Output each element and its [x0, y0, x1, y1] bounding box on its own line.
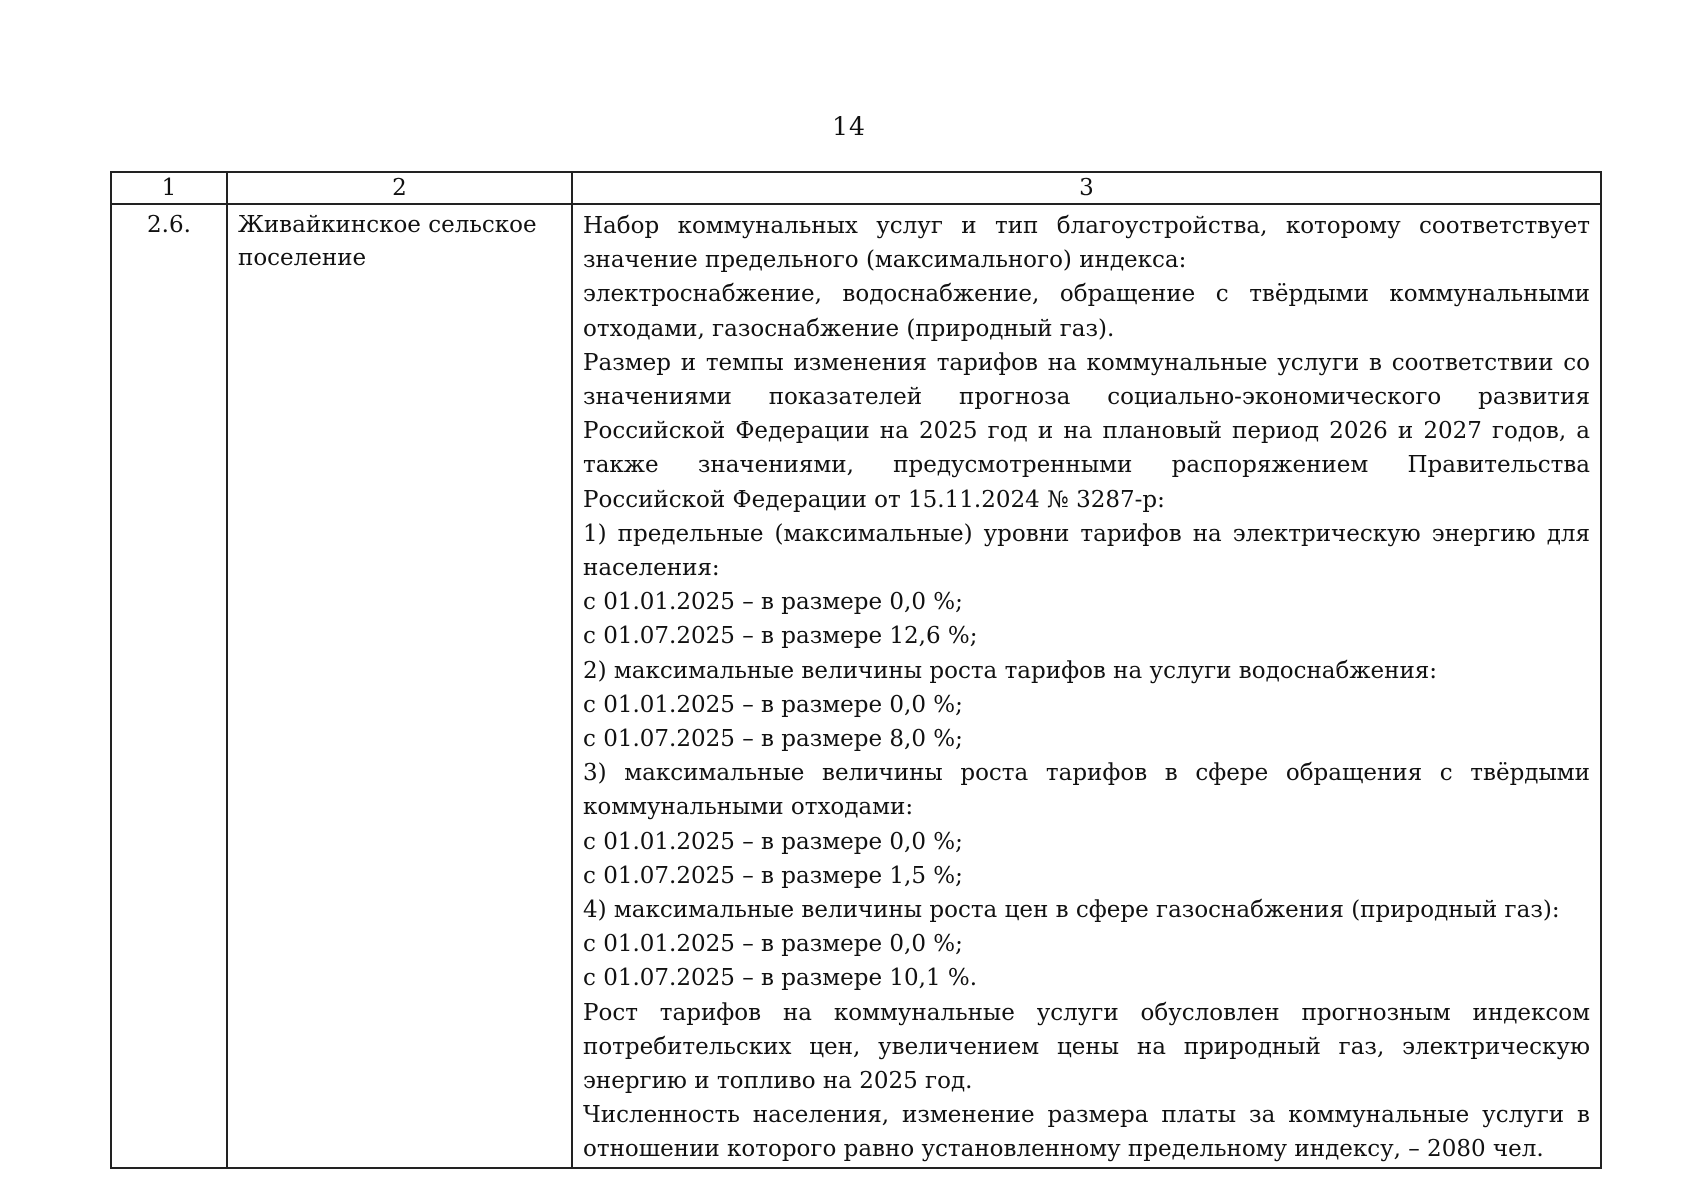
column-header-3: 3: [572, 172, 1601, 204]
paragraph-gas-jan: с 01.01.2025 – в размере 0,0 %;: [583, 931, 963, 958]
paragraph-water-jan: с 01.01.2025 – в размере 0,0 %;: [583, 691, 963, 718]
paragraph-utility-set: Набор коммунальных услуг и тип благоустройства, которому соответствует значение предельного (максимального) индекса:: [583, 213, 1590, 274]
column-header-2: 2: [227, 172, 572, 204]
paragraph-utility-list: электроснабжение, водоснабжение, обращение с твёрдыми коммунальными отходами, газоснабжение (природный газ).: [583, 281, 1590, 342]
paragraph-water: 2) максимальные величины роста тарифов на услуги водоснабжения:: [583, 657, 1438, 684]
table-header-row: [111, 172, 1601, 204]
paragraph-growth-reason: Рост тарифов на коммунальные услуги обусловлен прогнозным индексом потребительских цен, увеличением цены на природный газ, электрическую энергию и топливо на 2025 год.: [583, 999, 1590, 1095]
settlement-name: Живайкинское сельское поселение: [227, 204, 572, 1168]
paragraph-electricity: 1) предельные (максимальные) уровни тарифов на электрическую энергию для населения:: [583, 520, 1590, 582]
tariff-description: [572, 204, 1601, 1168]
paragraph-gas: 4) максимальные величины роста цен в сфере газоснабжения (природный газ):: [583, 897, 1560, 924]
paragraph-waste-jul: с 01.07.2025 – в размере 1,5 %;: [583, 862, 963, 889]
paragraph-population: Численность населения, изменение размера платы за коммунальные услуги в отношении которого равно установленному предельному индексу, – 2080 чел.: [583, 1102, 1590, 1163]
paragraph-tariff-basis: Размер и темпы изменения тарифов на коммунальные услуги в соответствии со значениями показателей прогноза социально-экономического развития Российской Федерации на 2025 год и на плановый период 2026 и 2027 годов, а также значениями, предусмотренными распоряжением Правительства Российской Федерации от 15.11.2024 № 3287-р:: [583, 349, 1590, 513]
paragraph-electricity-jan: с 01.01.2025 – в размере 0,0 %;: [583, 589, 963, 616]
paragraph-gas-jul: с 01.07.2025 – в размере 10,1 %.: [583, 965, 978, 992]
page-number: 14: [832, 112, 866, 141]
paragraph-electricity-jul: с 01.07.2025 – в размере 12,6 %;: [583, 623, 978, 650]
paragraph-waste-jan: с 01.01.2025 – в размере 0,0 %;: [583, 828, 963, 855]
tariff-table: [110, 171, 1602, 1169]
table-row: [111, 204, 1601, 1168]
row-number: 2.6.: [111, 204, 227, 1168]
paragraph-water-jul: с 01.07.2025 – в размере 8,0 %;: [583, 726, 963, 753]
paragraph-waste: 3) максимальные величины роста тарифов в сфере обращения с твёрдыми коммунальными отходами:: [583, 760, 1590, 821]
column-header-1: 1: [111, 172, 227, 204]
